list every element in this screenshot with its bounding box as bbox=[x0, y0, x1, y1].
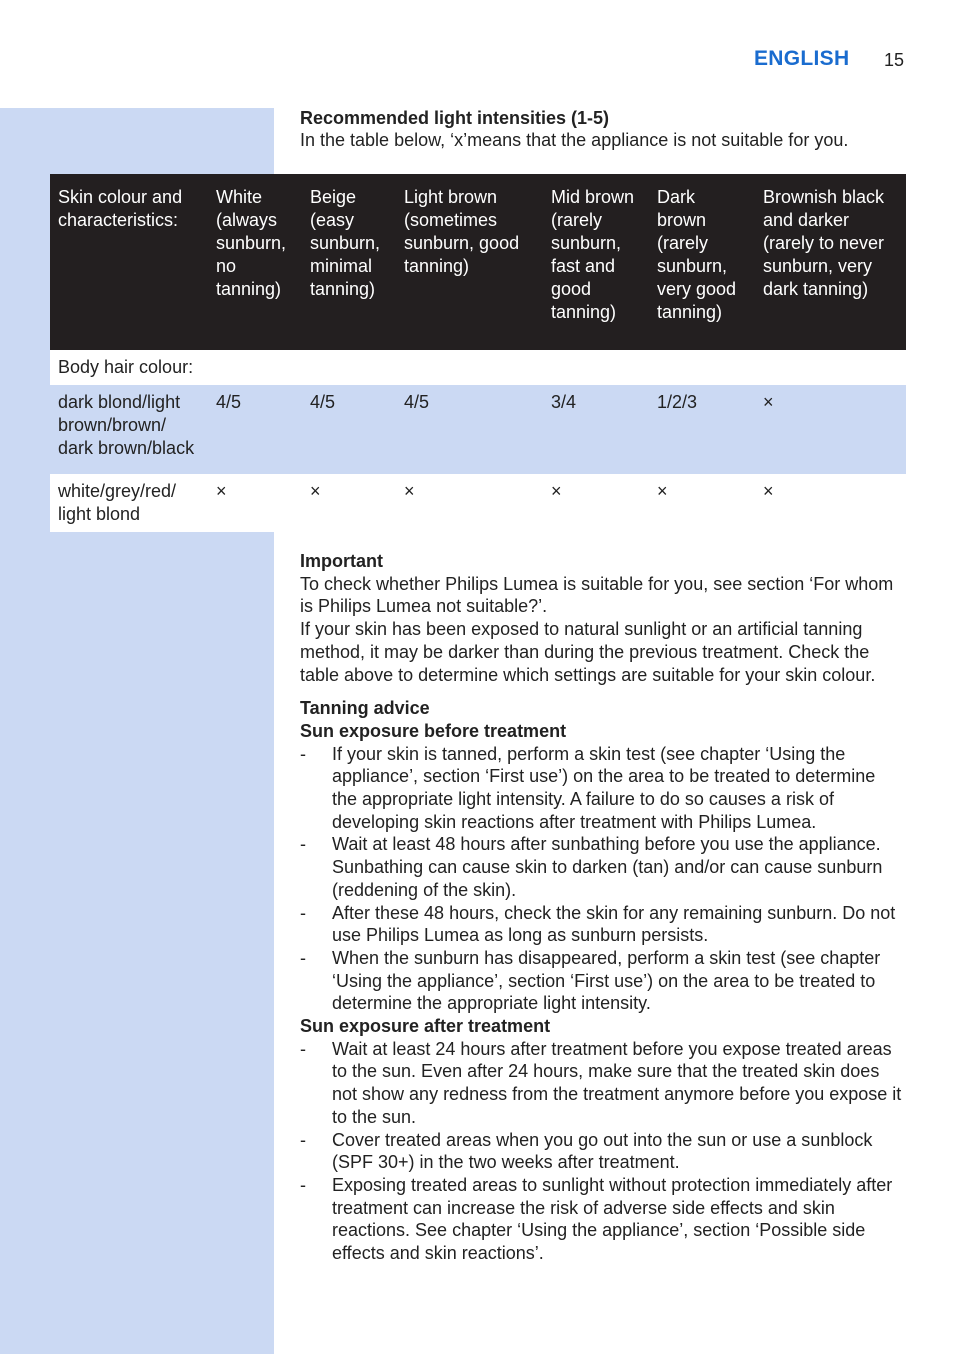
important-paragraph: To check whether Philips Lumea is suitable for you, see section ‘For whom is Philips Lumea not suitable?’. bbox=[300, 573, 894, 617]
table-cell: × bbox=[755, 385, 906, 474]
table-header-cell: Mid brown (rarely sunburn, fast and good tanning) bbox=[543, 174, 649, 350]
section-title: Recommended light intensities (1-5) bbox=[300, 108, 610, 128]
light-intensity-table bbox=[50, 174, 906, 532]
table-row bbox=[50, 385, 906, 474]
dash-marker: - bbox=[300, 743, 306, 764]
list-item-text: When the sunburn has disappeared, perform a skin test (see chapter ‘Using the appliance’, section ‘First use’) on the area to be treated to determine the appropriate light intensity. bbox=[332, 947, 881, 1014]
table-header-cell: Dark brown (rarely sunburn, very good tanning) bbox=[649, 174, 755, 350]
list-item-text: If your skin is tanned, perform a skin test (see chapter ‘Using the appliance’, section ‘First use’) on the area to be treated to determine the appropriate light intensity. A failure to do so causes a risk of developing skin reactions after treatment with Philips Lumea. bbox=[332, 743, 876, 832]
table-cell: × bbox=[649, 474, 755, 532]
dash-marker: - bbox=[300, 1129, 306, 1150]
main-content bbox=[300, 550, 905, 1265]
intro-text: In the table below, ‘x’means that the appliance is not suitable for you. bbox=[300, 130, 849, 150]
before-list bbox=[300, 743, 905, 1015]
list-item bbox=[300, 1038, 905, 1129]
dash-marker: - bbox=[300, 1038, 306, 1059]
table-subheader-row bbox=[50, 350, 906, 385]
table-row-label: white/grey/red/ light blond bbox=[50, 474, 208, 532]
dash-marker: - bbox=[300, 834, 306, 855]
table-header-cell: Skin colour and characteristics: bbox=[50, 174, 208, 350]
dash-marker: - bbox=[300, 902, 306, 923]
table-cell: × bbox=[543, 474, 649, 532]
tanning-title: Tanning advice bbox=[300, 698, 430, 719]
table-cell: 4/5 bbox=[302, 385, 396, 474]
table-cell: × bbox=[302, 474, 396, 532]
important-paragraph: If your skin has been exposed to natural sunlight or an artificial tanning method, it may be darker than during the previous treatment. Check the table above to determine which settings are suitable for your skin colour. bbox=[300, 619, 876, 685]
list-item bbox=[300, 743, 905, 834]
table-header-cell: Brownish black and darker (rarely to never sunburn, very dark tanning) bbox=[755, 174, 906, 350]
list-item bbox=[300, 902, 905, 947]
list-item-text: Wait at least 48 hours after sunbathing before you use the appliance. Sunbathing can cause skin to darken (tan) and/or can cause sunburn (reddening of the skin). bbox=[332, 834, 883, 900]
language-label: ENGLISH bbox=[754, 47, 850, 70]
table-header-cell: Beige (easy sunburn, minimal tanning) bbox=[302, 174, 396, 350]
list-item bbox=[300, 947, 905, 1015]
table-cell: 3/4 bbox=[543, 385, 649, 474]
table-header-row bbox=[50, 174, 906, 350]
table-cell: × bbox=[396, 474, 543, 532]
table-header-cell: White (always sunburn, no tanning) bbox=[208, 174, 302, 350]
table-cell: × bbox=[755, 474, 906, 532]
table-row bbox=[50, 474, 906, 532]
table-cell: × bbox=[208, 474, 302, 532]
table-cell: 1/2/3 bbox=[649, 385, 755, 474]
page-number: 15 bbox=[884, 50, 905, 70]
important-title: Important bbox=[300, 551, 383, 571]
subsection-title: Sun exposure before treatment bbox=[300, 720, 567, 741]
table-cell: 4/5 bbox=[208, 385, 302, 474]
dash-marker: - bbox=[300, 947, 306, 968]
list-item-text: After these 48 hours, check the skin for any remaining sunburn. Do not use Philips Lumea as long as sunburn persists. bbox=[332, 902, 896, 946]
list-item-text: Cover treated areas when you go out into the sun or use a sunblock (SPF 30+) in the two weeks after treatment. bbox=[332, 1129, 873, 1173]
list-item-text: Exposing treated areas to sunlight without protection immediately after treatment can increase the risk of adverse side effects and skin reactions. See chapter ‘Using the appliance’, section ‘Possible side effects and skin reactions’. bbox=[332, 1174, 893, 1264]
table-row-label: dark blond/light brown/brown/ dark brown/black bbox=[50, 385, 208, 474]
list-item-text: Wait at least 24 hours after treatment before you expose treated areas to the sun. Even after 24 hours, make sure that the treated skin does not show any redness from the treatment anymore before you expose it to the sun. bbox=[332, 1038, 902, 1127]
dash-marker: - bbox=[300, 1174, 306, 1195]
list-item bbox=[300, 1174, 905, 1265]
subsection-title: Sun exposure after treatment bbox=[300, 1016, 551, 1037]
table-header-cell: Light brown (sometimes sunburn, good tanning) bbox=[396, 174, 543, 350]
list-item bbox=[300, 833, 905, 901]
intro-section bbox=[300, 107, 900, 151]
list-item bbox=[300, 1129, 905, 1174]
table-subheader-cell: Body hair colour: bbox=[50, 350, 906, 385]
table-cell: 4/5 bbox=[396, 385, 543, 474]
after-list bbox=[300, 1038, 905, 1265]
